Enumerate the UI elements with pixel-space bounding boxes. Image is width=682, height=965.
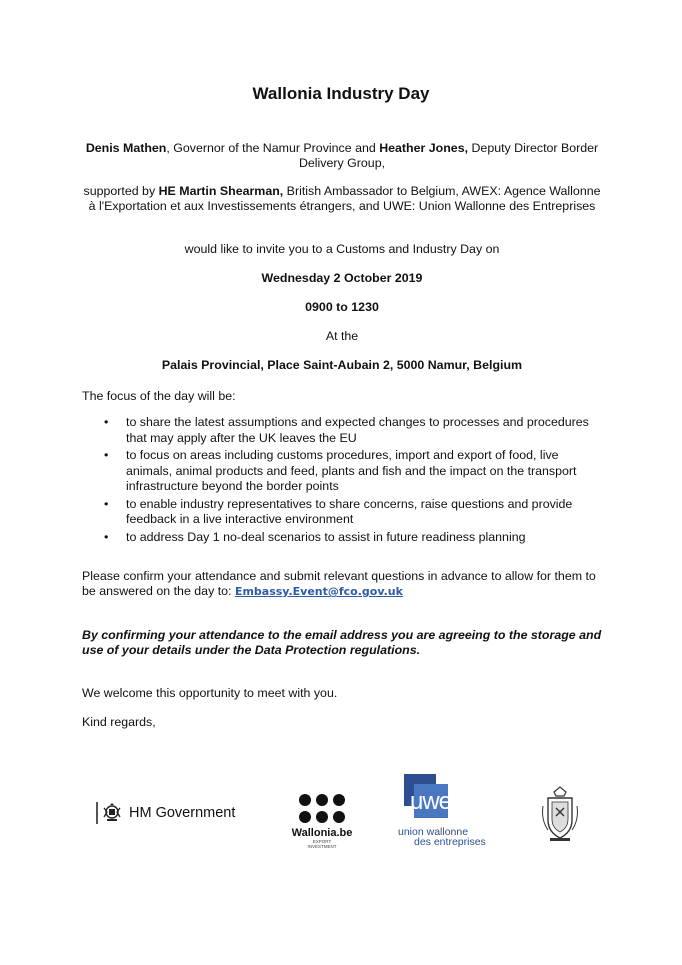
uwe-mark-icon — [404, 774, 464, 822]
confirm-text: Please confirm your attendance and submit relevant questions in advance to allow for them to be answered on the day to: — [82, 569, 596, 598]
support-prefix: supported by — [83, 184, 159, 198]
wallonia-sub1: EXPORT — [312, 839, 332, 844]
list-item: • to focus on areas including customs procedures, import and export of food, live animals, animal products and feed, plants and fish and the impact on the transport infrastructure beyond the border points — [82, 448, 602, 495]
uwe-line2: des entreprises — [414, 836, 486, 848]
namur-province-crest-icon — [540, 786, 580, 842]
focus-intro: The focus of the day will be: — [82, 389, 236, 403]
event-time: 0900 to 1230 — [305, 300, 379, 314]
host1-role: , Governor of the Namur Province and — [166, 141, 380, 155]
confirm-paragraph — [82, 569, 602, 599]
email-link[interactable]: Embassy.Event@fco.gov.uk — [234, 585, 403, 598]
support-rest: British Ambassador to Belgium, AWEX: Agence Wallonne à l'Exportation et aux Investissements étrangers, and UWE: Union Wallonne des Entreprises — [88, 184, 601, 213]
wallonia-dots-icon — [286, 794, 358, 823]
hm-government-logo — [96, 802, 235, 824]
page-title: Wallonia Industry Day — [252, 84, 430, 103]
support-paragraph — [82, 184, 602, 214]
uwe-line1: union wallonne — [398, 826, 469, 838]
event-date-wrap — [82, 271, 602, 286]
wallonia-sub2: INVESTMENT — [307, 844, 337, 849]
event-venue: Palais Provincial, Place Saint-Aubain 2, 5000 Namur, Belgium — [161, 358, 523, 372]
list-item: • to address Day 1 no-deal scenarios to assist in future readiness planning — [82, 530, 602, 546]
regards-text: Kind regards, — [82, 715, 156, 729]
at-the-text: At the — [325, 329, 359, 343]
logo-strip — [0, 770, 682, 870]
wallonia-logo — [286, 794, 358, 849]
uwe-letters: uwe — [410, 788, 452, 815]
event-time-wrap — [82, 300, 602, 315]
host2-role: Deputy Director Border Delivery Group, — [298, 141, 599, 170]
host1-name: Denis Mathen — [85, 141, 167, 155]
list-item: • to enable industry representatives to share concerns, raise questions and provide feedback in a live interactive environment — [82, 497, 602, 528]
invite-line: would like to invite you to a Customs and Industry Day on — [184, 242, 500, 256]
wallonia-name: Wallonia.be — [291, 827, 353, 839]
event-date: Wednesday 2 October 2019 — [261, 271, 423, 285]
venue-wrap — [82, 358, 602, 373]
host2-name: Heather Jones, — [379, 141, 469, 155]
welcome-text: We welcome this opportunity to meet with you. — [82, 686, 338, 700]
focus-list — [82, 415, 602, 547]
royal-crest-icon — [101, 803, 123, 823]
hm-government-text: HM Government — [129, 805, 236, 821]
ambassador-name: HE Martin Shearman, — [158, 184, 284, 198]
uwe-logo — [398, 774, 494, 848]
data-protection-notice: By confirming your attendance to the email address you are agreeing to the storage and use of your details under the Data Protection regulations. — [82, 628, 602, 657]
hosts-paragraph — [82, 141, 602, 171]
divider-bar — [96, 802, 98, 824]
list-item: • to share the latest assumptions and expected changes to processes and procedures that may apply after the UK leaves the EU — [82, 415, 602, 446]
